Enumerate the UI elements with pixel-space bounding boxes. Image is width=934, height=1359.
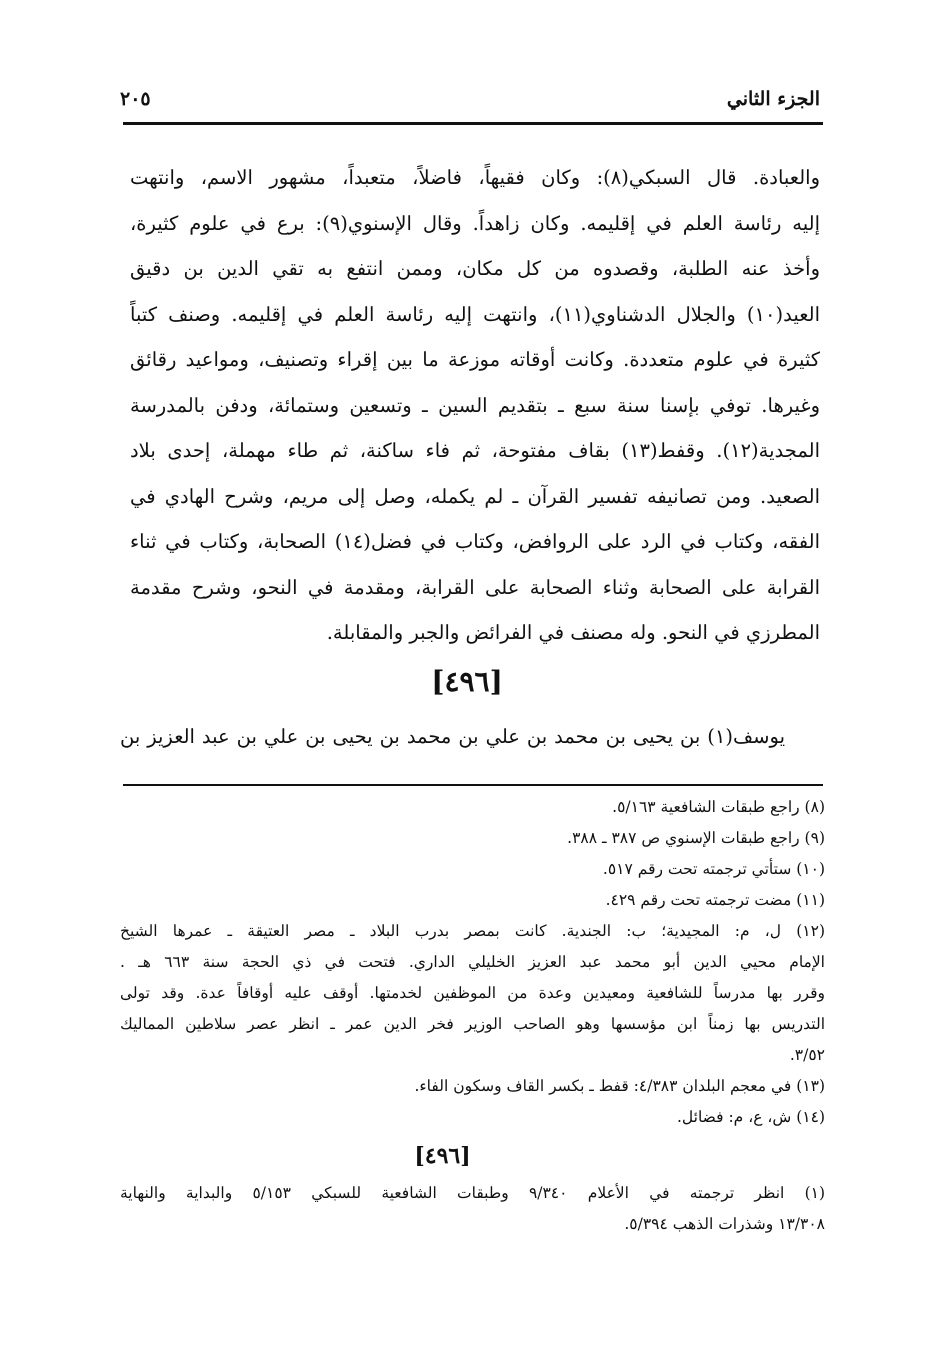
footnotes bbox=[120, 792, 825, 1240]
footnote-entry-number: [٤٩٦] bbox=[414, 1143, 471, 1169]
main-text bbox=[130, 155, 820, 656]
text-line: المطرزي في النحو. وله مصنف في الفرائض والجبر والمقابلة. bbox=[326, 621, 820, 644]
text-line: وأخذ عنه الطلبة، وقصدوه من كل مكان، وممن انتفع به تقي الدين بن دقيق bbox=[130, 257, 820, 280]
footnote-rule bbox=[123, 784, 823, 786]
page-number: ٢٠٥ bbox=[120, 88, 151, 110]
running-head bbox=[120, 70, 820, 110]
text-line: إليه رئاسة العلم في إقليمه. وكان زاهداً. وقال الإسنوي(٩): برع في علوم كثيرة، bbox=[130, 211, 820, 235]
footnote-9: (٩) راجع طبقات الإسنوي ص ٣٨٧ ـ ٣٨٨. bbox=[567, 829, 825, 847]
footnote-12-line: (١٢) ل، م: المجيدية؛ ب: الجندية. كانت بمصر بدرب البلاد ـ مصر العتيقة ـ عمرها الشيخ bbox=[120, 922, 825, 940]
footnote-10: (١٠) ستأتي ترجمته تحت رقم ٥١٧. bbox=[602, 860, 825, 878]
footnote-12-line: الإمام محيي الدين أبو محمد عبد العزيز الخليلي الداري. فتحت في ذي الحجة سنة ٦٦٣ هـ . bbox=[120, 953, 825, 971]
entry-first-line: يوسف(١) بن يحيى بن محمد بن علي بن محمد بن يحيى بن علي بن عبد العزيز بن bbox=[120, 725, 785, 748]
text-line: القرابة على الصحابة وثناء الصحابة على القرابة، ومقدمة في النحو، وشرح مقدمة bbox=[130, 575, 820, 599]
text-line: كثيرة في علوم متعددة. وكانت أوقاته موزعة ما بين إقراء وتصنيف، ومواعيد رقائق bbox=[130, 348, 820, 371]
text-line: الصعيد. ومن تصانيفه تفسير القرآن ـ لم يكمله، وصل إلى مريم، وشرح الهادي في bbox=[130, 484, 820, 508]
footnote-12-line: ٣/٥٢. bbox=[789, 1046, 825, 1064]
footnote-1-line: (١) انظر ترجمته في الأعلام ٩/٣٤٠ وطبقات الشافعية للسبكي ٥/١٥٣ والبداية والنهاية bbox=[120, 1184, 825, 1202]
footnote-8: (٨) راجع طبقات الشافعية ٥/١٦٣. bbox=[612, 798, 825, 816]
header-rule bbox=[123, 122, 823, 125]
footnote-13: (١٣) في معجم البلدان ٤/٣٨٣: قفط ـ بكسر القاف وسكون الفاء. bbox=[414, 1077, 825, 1095]
footnote-12-line: التدريس بها زمناً ابن مؤسسها وهو الصاحب الوزير فخر الدين عمر ـ انظر عصر سلاطين المماليك bbox=[120, 1015, 825, 1033]
running-title: الجزء الثاني bbox=[726, 88, 820, 110]
text-line: والعبادة. قال السبكي(٨): وكان فقيهاً، فاضلاً، متعبداً، مشهور الاسم، وانتهت bbox=[130, 166, 820, 189]
footnote-14: (١٤) ش، ع، م: فضائل. bbox=[676, 1108, 825, 1126]
entry-number: [٤٩٦] bbox=[431, 665, 503, 698]
footnote-12-line: وقرر بها مدرساً للشافعية ومعيدين وعدة من الموظفين لخدمتها. أوقف عليه أوقافاً عدة. وقد تولى bbox=[120, 984, 825, 1002]
text-line: الفقه، وكتاب في الرد على الروافض، وكتاب في فضل(١٤) الصحابة، وكتاب في ثناء bbox=[130, 530, 820, 553]
text-line: المجدية(١٢). وقفط(١٣) بقاف مفتوحة، ثم فاء ساكنة، ثم طاء مهملة، إحدى بلاد bbox=[130, 439, 820, 462]
text-line: العيد(١٠) والجلال الدشناوي(١١)، وانتهت إليه رئاسة العلم في إقليمه. وصنف كتباً bbox=[130, 302, 820, 326]
footnote-1-line: ١٣/٣٠٨ وشذرات الذهب ٥/٣٩٤. bbox=[624, 1215, 825, 1233]
text-line: وغيرها. توفي بإسنا سنة سبع ـ بتقديم السين ـ وتسعين وستمائة، ودفن بالمدرسة bbox=[130, 393, 820, 417]
footnote-11: (١١) مضت ترجمته تحت رقم ٤٢٩. bbox=[605, 891, 825, 909]
